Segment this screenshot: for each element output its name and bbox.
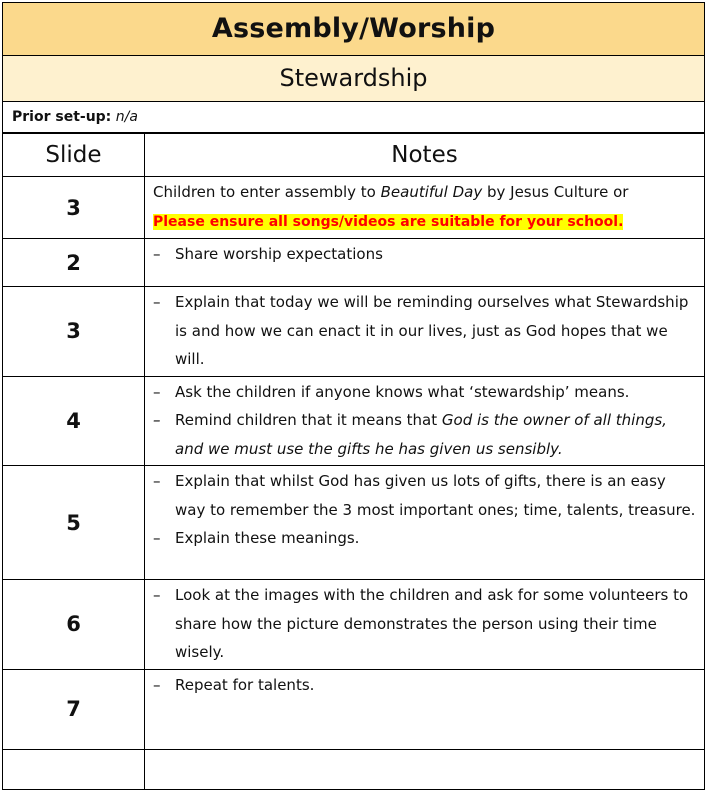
table-row — [3, 580, 705, 670]
list-item: – Repeat for talents. — [153, 671, 696, 700]
slide-number — [3, 749, 145, 789]
notes-cell — [145, 749, 705, 789]
page-subtitle: Stewardship — [2, 56, 705, 102]
table-row — [3, 239, 705, 287]
table-row — [3, 376, 705, 466]
emphasis-text: God is the owner of all things, and we must use the gifts he has given us sensibly. — [175, 411, 667, 458]
notes-cell — [145, 376, 705, 466]
prior-setup-line — [2, 102, 705, 133]
song-title: Beautiful Day — [380, 183, 483, 201]
warning-highlight: Please ensure all songs/videos are suitable for your school. — [153, 213, 624, 230]
list-item: – Ask the children if anyone knows what ‘stewardship’ means. — [153, 378, 696, 407]
slide-number: 6 — [3, 580, 145, 670]
slide-number: 2 — [3, 239, 145, 287]
table-row — [3, 177, 705, 239]
slide-number: 4 — [3, 376, 145, 466]
slide-number: 5 — [3, 466, 145, 580]
page-title: Assembly/Worship — [2, 2, 705, 56]
slide-number: 3 — [3, 287, 145, 377]
slide-number: 3 — [3, 177, 145, 239]
notes-cell — [145, 466, 705, 580]
table-header-row — [3, 134, 705, 177]
slides-notes-table — [2, 133, 705, 790]
table-row — [3, 466, 705, 580]
prior-setup-value: n/a — [115, 109, 138, 125]
table-row — [3, 669, 705, 749]
list-item: – Look at the images with the children and ask for some volunteers to share how the picture demonstrates the person using their time wisely. — [153, 581, 696, 667]
notes-cell — [145, 177, 705, 239]
notes-cell — [145, 669, 705, 749]
notes-cell — [145, 287, 705, 377]
prior-setup-label: Prior set-up: — [12, 109, 112, 125]
list-item: – Explain these meanings. — [153, 524, 696, 553]
list-item: – Explain that whilst God has given us lots of gifts, there is an easy way to remember the 3 most important ones; time, talents, treasure. — [153, 467, 696, 524]
note-text: Children to enter assembly to Beautiful Day by Jesus Culture or — [153, 183, 629, 201]
notes-cell — [145, 580, 705, 670]
notes-column-header: Notes — [145, 134, 705, 177]
lesson-plan-sheet — [2, 2, 705, 790]
list-item: – Share worship expectations — [153, 240, 696, 269]
table-row — [3, 749, 705, 789]
list-item: – Remind children that it means that God is the owner of all things, and we must use the gifts he has given us sensibly. — [153, 406, 696, 463]
slide-number: 7 — [3, 669, 145, 749]
table-row — [3, 287, 705, 377]
list-item: – Explain that today we will be reminding ourselves what Stewardship is and how we can enact it in our lives, just as God hopes that we will. — [153, 288, 696, 374]
notes-cell — [145, 239, 705, 287]
slide-column-header: Slide — [3, 134, 145, 177]
